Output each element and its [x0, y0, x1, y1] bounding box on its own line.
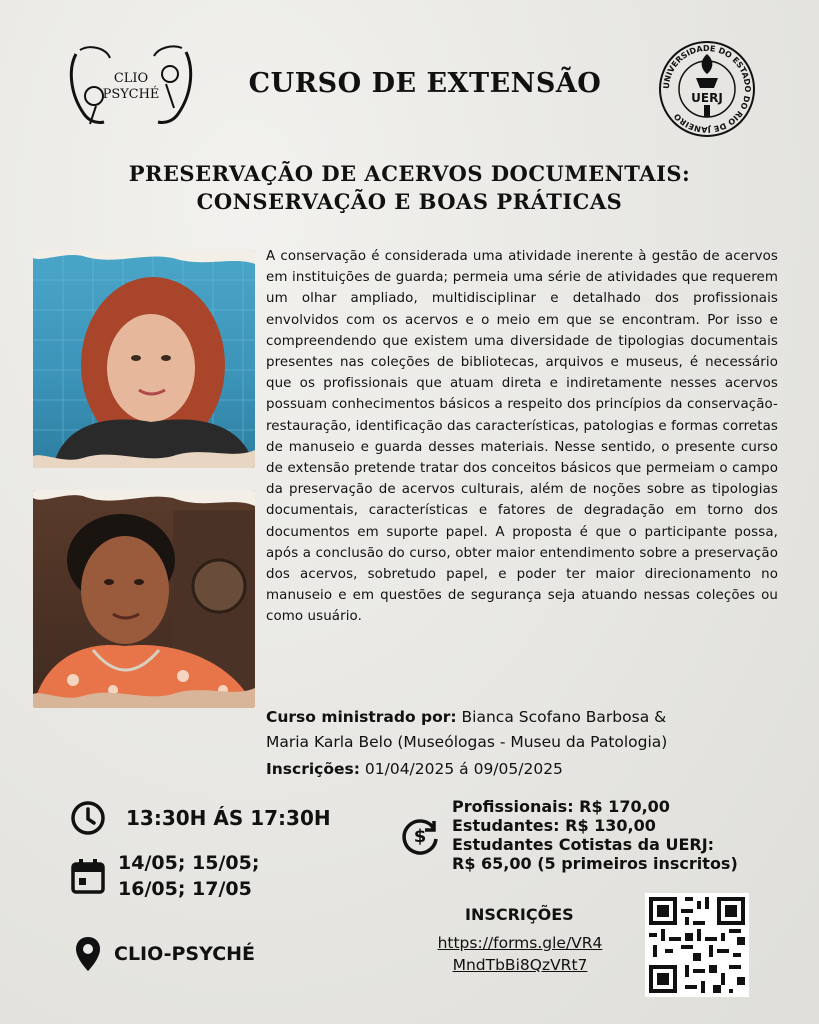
registration-dates: 01/04/2025 á 09/05/2025 — [364, 760, 563, 778]
dates-row — [70, 850, 259, 902]
clio-logo-text-2: PSYCHÉ — [102, 87, 160, 102]
signup-link-line-2[interactable]: MndTbBi8QzVRt7 — [452, 956, 588, 974]
signup-link[interactable] — [420, 932, 620, 976]
instructors-names-2: Maria Karla Belo (Museólogas - Museu da Patologia) — [266, 733, 668, 751]
price-quota-label: Estudantes Cotistas da UERJ: — [452, 835, 715, 854]
instructors — [266, 705, 786, 755]
registration-label: Inscrições: — [266, 760, 360, 778]
clio-psyche-logo — [66, 44, 196, 128]
price-professionals: Profissionais: R$ 170,00 — [452, 797, 670, 816]
course-title-line-2: CONSERVAÇÃO E BOAS PRÁTICAS — [196, 189, 623, 214]
dates-text — [118, 850, 259, 902]
uerj-logo — [658, 40, 756, 138]
instructor-photo-1 — [33, 250, 255, 468]
dates-line-1: 14/05; 15/05; — [118, 852, 260, 874]
uerj-center-text: UERJ — [691, 91, 723, 105]
time-row — [70, 800, 331, 836]
clock-icon — [70, 800, 106, 836]
instructors-names-1: Bianca Scofano Barbosa & — [461, 708, 667, 726]
pricing — [452, 797, 782, 873]
qr-code-icon[interactable] — [645, 893, 749, 997]
instructor-photo-2 — [33, 490, 255, 708]
calendar-icon — [70, 856, 106, 896]
signup-label: INSCRIÇÕES — [465, 905, 574, 924]
price-students: Estudantes: R$ 130,00 — [452, 816, 656, 835]
svg-text:$: $ — [413, 826, 427, 847]
course-description: A conservação é considerada uma atividade inerente à gestão de acervos em instituições de guarda; permeia uma série de atividades que requerem um olhar ampliado, multidisciplinar e detalhado dos profissionais envolvidos com os acervos e o meio em que se encontram. Por isso e compreendendo que existem uma diversidade de tipologias documentais presentes nas coleções de bibliotecas, arquivos e museus, é necessário que os profissionais que atuam direta e indiretamente nesses acervos possuam conhecimentos básicos a respeito dos princípios da conservação-restauração, identificação das características, patologias e formas corretas de manuseio e guarda desses materiais. Nesse sentido, o presente curso de extensão pretende tratar dos conceitos básicos que permeiam o campo da preservação de acervos culturais, além de noções sobre as tipologias documentais, características e fatores de degradação em torno dos documentos em suporte papel. A proposta é que o participante possa, após a conclusão do curso, obter maior entendimento sobre a preservação dos acervos, sobretudo papel, e poder ter maior direcionamento no manuseio e em questões de segurança seja atuando nessas coleções ou como usuário. — [266, 249, 778, 625]
header-title: CURSO DE EXTENSÃO — [248, 68, 602, 99]
signup-link-line-1[interactable]: https://forms.gle/VR4 — [437, 934, 603, 952]
course-title-line-1: PRESERVAÇÃO DE ACERVOS DOCUMENTAIS: — [128, 161, 691, 186]
location-text: CLIO-PSYCHÉ — [114, 943, 256, 965]
course-title — [100, 160, 719, 216]
clio-logo-text-1: CLIO — [113, 71, 149, 86]
uerj-ring-text: UNIVERSIDADE DO ESTADO DO RIO DE JANEIRO — [661, 43, 753, 135]
location-row — [74, 935, 255, 973]
price-quota-value: R$ 65,00 (5 primeiros inscritos) — [452, 854, 738, 873]
dates-line-2: 16/05; 17/05 — [118, 878, 252, 900]
dollar-cycle-icon — [400, 815, 440, 859]
instructors-label: Curso ministrado por: — [266, 708, 457, 726]
time-text: 13:30H ÁS 17:30H — [126, 806, 331, 830]
location-pin-icon — [74, 935, 102, 973]
registration-period — [266, 760, 786, 778]
